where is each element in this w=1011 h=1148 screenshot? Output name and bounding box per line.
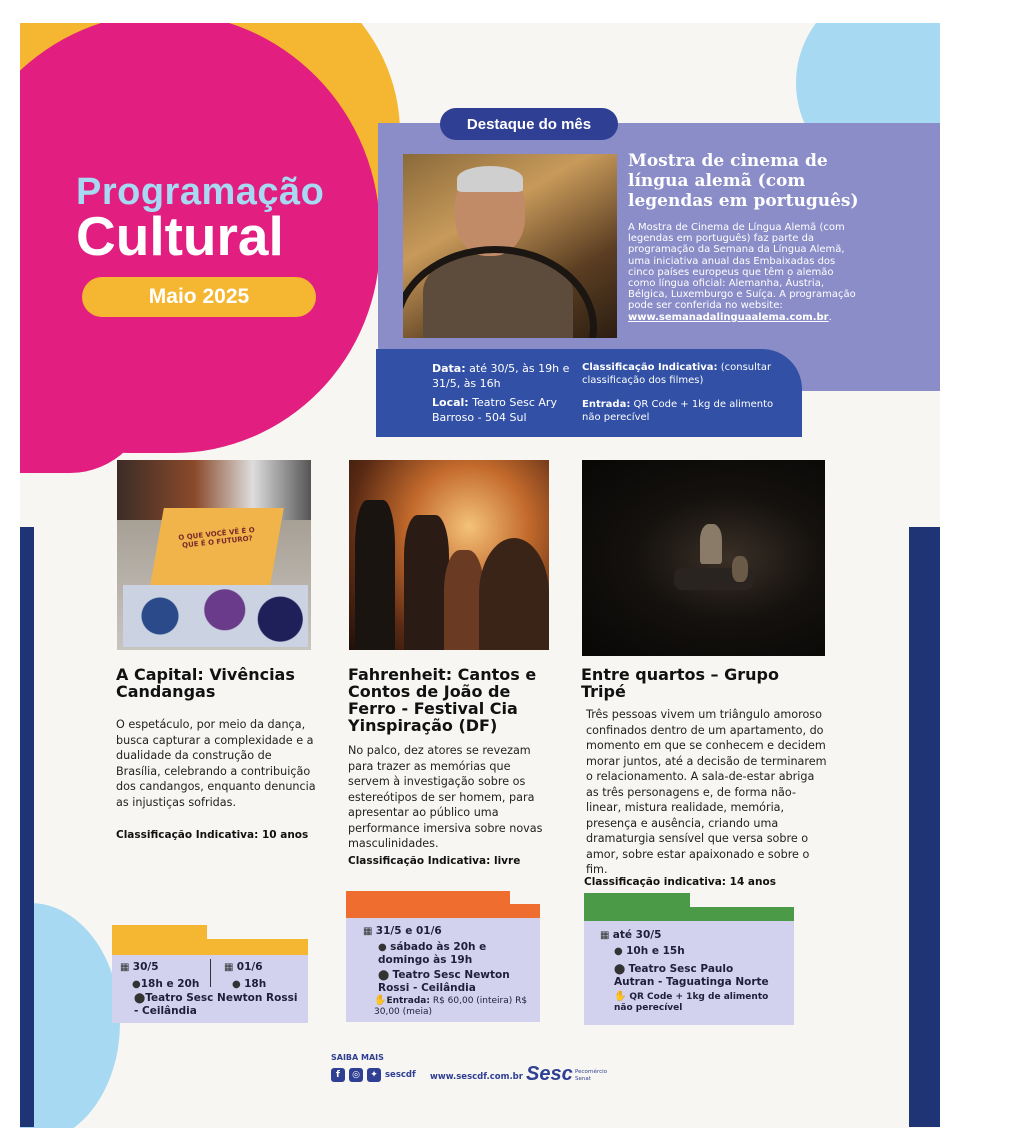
featured-entry-value: QR Code + 1kg de alimento não perecível [582,399,774,423]
location-pin-icon: ⬤ [378,970,390,981]
event-3-place: ⬤ Teatro Sesc Paulo Autran - Taguatinga Norte [614,963,769,988]
sesc-logo: Sesc [526,1063,573,1085]
event-2-place: ⬤ Teatro Sesc Newton Rossi - Ceilândia [378,969,510,994]
featured-date-value: até 30/5, às 19h e 31/5, às 16h [432,362,570,390]
event-1-date1: ▦ 30/5 [120,961,159,973]
hand-icon: ✋ [374,995,387,1006]
flyer-page [20,23,940,1128]
instagram-icon[interactable]: ◎ [349,1068,363,1082]
event-1-date2: ▦ 01/6 [224,961,263,973]
featured-badge: Destaque do mês [440,108,618,140]
calendar-icon: ▦ [120,962,130,973]
sky-blob-bottom-decoration [20,903,120,1128]
event-1-time1: ●18h e 20h [132,978,200,990]
event-3-accent-bar [584,907,794,921]
title-line-1: Programação [76,171,325,213]
facebook-icon[interactable]: f [331,1068,345,1082]
clock-icon: ● [132,979,141,990]
event-3-description: Três pessoas vivem um triângulo amoroso confinados dentro de um apartamento, do momento em que se conhecem e decidem morar juntos, até a decisão de terminarem o relacionamento. A sala-de-estar abriga as três personagens e, de forma não-linear, mistura realidade, memória, presença e ausência, criando uma dramaturgia sensível que versa sobre o amor, sobre estar apaixonado e sobre o fim. [586,708,827,876]
event-1-rating: Classificação Indicativa: 10 anos [116,829,309,841]
event-2-entry: ✋Entrada: R$ 60,00 (inteira) R$ 30,00 (meia) [374,995,528,1017]
featured-description [628,222,858,323]
twitter-icon[interactable]: ✦ [367,1068,381,1082]
event-1-photo-text: O QUE VOCÊ VÊ É O QUE É O FUTURO? [178,526,256,550]
event-2-description: No palco, dez atores se revezam para trazer as memórias que servem à investigação sobre os estereótipos de ser homem, para apresentar ao público uma performance imersiva sobre novas masculinidades. [348,744,543,850]
event-1-divider [210,959,211,987]
hand-icon: ✋ [614,991,627,1002]
location-pin-icon: ⬤ [134,993,146,1004]
event-2-photo [349,460,549,650]
clock-icon: ● [614,946,623,957]
navy-right-bar [909,527,940,1127]
saiba-mais-label: SAIBA MAIS [331,1053,384,1062]
event-2-title: Fahrenheit: Cantos e Contos de João de Ferro - Festival Cia Yinspiração (DF) [348,665,537,735]
social-handle[interactable]: sescdf [385,1070,416,1080]
event-3-rating: Classificação indicativa: 14 anos [584,876,776,888]
featured-title: Mostra de cinema de língua alemã (com legendas em português) [628,151,859,211]
sesc-logo-sub: Pecornércio Senat [575,1069,607,1082]
event-1-description: O espetáculo, por meio da dança, busca capturar a complexidade e a dualidade da construção de Brasília, celebrando a contribuição dos candangos, enquanto denuncia as injustiças sofridas. [116,718,316,809]
event-1-photo [117,460,311,650]
featured-rating [582,361,782,387]
navy-left-bar [20,527,34,1127]
event-3-date: ▦ até 30/5 [600,929,662,941]
event-2-accent-bar [346,904,540,918]
featured-local [432,395,572,425]
event-3-entry: ✋ QR Code + 1kg de alimento não perecível [614,991,769,1013]
event-1-time2: ● 18h [232,978,267,990]
event-3-photo [582,460,825,656]
featured-link-suffix: . [828,311,832,323]
event-3-time: ● 10h e 15h [614,945,685,957]
event-2-rating: Classificação Indicativa: livre [348,855,521,867]
featured-photo [403,154,617,338]
event-3-title: Entre quartos – Grupo Tripé [581,665,779,701]
event-1-place: ⬤Teatro Sesc Newton Rossi - Ceilândia [134,992,298,1017]
event-2-date: ▦ 31/5 e 01/6 [363,925,442,937]
location-pin-icon: ⬤ [614,964,626,975]
featured-link[interactable]: www.semanadalinguaalema.com.br [628,311,829,323]
calendar-icon: ▦ [363,926,373,937]
featured-entry-label: Entrada: [582,399,631,410]
event-1-title: A Capital: Vivências Candangas [116,665,295,701]
featured-rating-value: (consultar classificação dos filmes) [582,362,772,386]
featured-entry [582,398,787,424]
calendar-icon: ▦ [600,930,610,941]
event-1-accent-bar [112,939,308,955]
clock-icon: ● [232,979,241,990]
featured-description-text: A Mostra de Cinema de Língua Alemã (com legendas em português) faz parte da programação da Semana da Língua Alemã, uma iniciativa anual das Embaixadas dos cinco países europeus que têm o alemão como língua oficial: Alemanha, Áustria, Bélgica, Luxemburgo e Suíça. A programação pode ser conferida no website: [628,222,856,312]
website-link[interactable]: www.sescdf.com.br [430,1072,523,1082]
title-line-2: Cultural [76,205,284,267]
calendar-icon: ▦ [224,962,234,973]
featured-rating-label: Classificação Indicativa: [582,362,718,373]
month-badge: Maio 2025 [82,277,316,317]
featured-date [432,361,572,391]
clock-icon: ● [378,942,387,953]
featured-local-label: Local: [432,396,469,409]
featured-date-label: Data: [432,362,466,375]
event-2-time: ● sábado às 20h e domingo às 19h [378,941,487,966]
featured-local-value: Teatro Sesc Ary Barroso - 504 Sul [432,396,557,424]
